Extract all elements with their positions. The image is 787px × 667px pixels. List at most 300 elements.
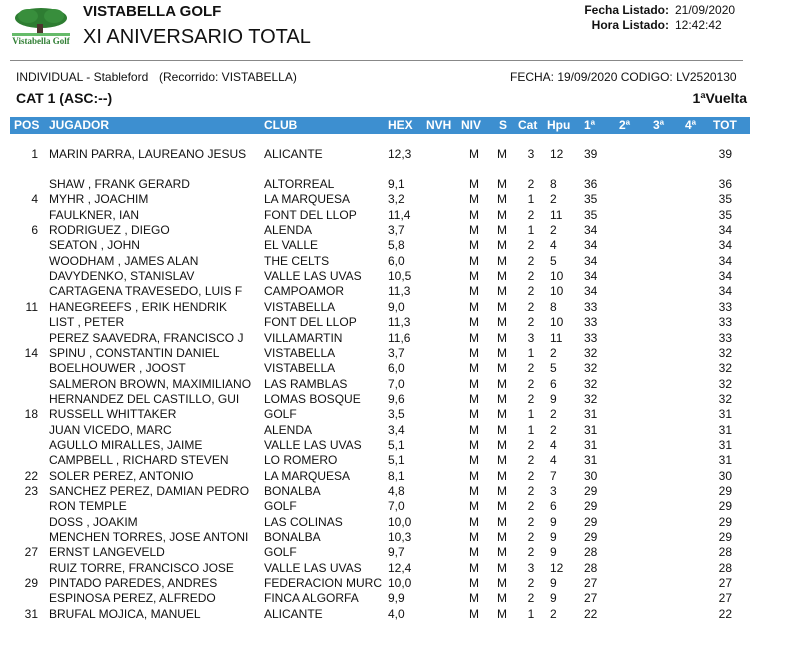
cell-jugador: HANEGREEFS , ERIK HENDRIK (49, 299, 228, 314)
cell-r1: 34 (584, 223, 598, 238)
cell-s: M (497, 606, 507, 621)
cell-jugador: LIST , PETER (49, 315, 125, 330)
cell-club: ALICANTE (264, 147, 323, 161)
cell-s: M (497, 284, 507, 299)
cell-r1: 34 (584, 269, 598, 284)
round-label: 1ªVuelta (692, 90, 747, 106)
cell-jugador: JUAN VICEDO, MARC (49, 422, 172, 437)
cell-club: LA MARQUESA (264, 468, 351, 483)
cell-cat: 2 (527, 545, 535, 560)
table-row (0, 484, 787, 499)
cell-club: VISTABELLA (264, 361, 336, 376)
cell-pos: 4 (31, 192, 38, 207)
cell-tot: 31 (718, 407, 732, 422)
col-pos: POS (14, 118, 40, 132)
cell-s: M (497, 345, 507, 360)
cell-niv: M (469, 468, 479, 483)
cell-jugador: MARIN PARRA, LAUREANO JESUS (49, 147, 247, 161)
cell-club: VALLE LAS UVAS (264, 269, 362, 284)
cell-jugador: HERNANDEZ DEL CASTILLO, GUI (49, 391, 240, 406)
cell-club: THE CELTS (264, 253, 330, 268)
cell-s: M (497, 361, 507, 376)
cell-cat: 1 (527, 407, 535, 422)
cell-club: VISTABELLA (264, 345, 336, 360)
col-cat: Cat (518, 118, 538, 132)
club-name: VISTABELLA GOLF (83, 3, 222, 20)
cell-r1: 31 (584, 422, 598, 437)
cell-pos: 22 (24, 468, 38, 483)
cell-cat: 2 (527, 284, 535, 299)
cell-r1: 31 (584, 407, 598, 422)
cell-niv: M (469, 530, 479, 545)
cell-club: LO ROMERO (264, 453, 338, 468)
table-row (0, 177, 787, 192)
cell-jugador: ERNST LANGEVELD (49, 545, 165, 560)
cell-cat: 3 (527, 147, 535, 161)
table-row (0, 453, 787, 468)
cell-cat: 3 (527, 560, 535, 575)
cell-niv: M (469, 560, 479, 575)
cell-cat: 2 (527, 576, 535, 591)
table-row (0, 284, 787, 299)
cell-tot: 31 (718, 437, 732, 452)
cell-tot: 27 (718, 576, 732, 591)
cell-hex: 3,2 (388, 192, 405, 207)
cell-niv: M (469, 345, 479, 360)
cell-jugador: WOODHAM , JAMES ALAN (49, 253, 199, 268)
cell-club: GOLF (264, 407, 297, 422)
cell-cat: 2 (527, 177, 535, 191)
cell-club: EL VALLE (264, 238, 319, 253)
col-niv: NIV (461, 118, 482, 132)
cell-cat: 2 (527, 514, 535, 529)
cell-tot: 32 (718, 361, 732, 376)
cell-tot: 39 (718, 147, 732, 161)
table-row (0, 361, 787, 376)
cell-jugador: SEATON , JOHN (49, 238, 140, 253)
cell-jugador: PEREZ SAAVEDRA, FRANCISCO J (49, 330, 244, 345)
header-divider (10, 60, 743, 61)
cell-r1: 32 (584, 361, 598, 376)
event-title: XI ANIVERSARIO TOTAL (83, 26, 311, 48)
recorrido: (Recorrido: VISTABELLA) (159, 70, 297, 84)
cell-r1: 28 (584, 560, 598, 575)
cell-pos: 18 (24, 407, 38, 422)
cell-s: M (497, 376, 507, 391)
cell-pos: 6 (31, 223, 38, 238)
cell-cat: 2 (527, 315, 535, 330)
cell-hex: 3,5 (388, 407, 405, 422)
table-row (0, 469, 787, 484)
cell-hpu: 2 (550, 422, 557, 437)
cell-s: M (497, 499, 507, 514)
table-row (0, 530, 787, 545)
cell-hex: 8,1 (388, 468, 405, 483)
cell-jugador: BOELHOUWER , JOOST (49, 361, 186, 376)
cell-pos: 27 (24, 545, 38, 560)
col-s: S (499, 118, 508, 132)
table-row (0, 423, 787, 438)
cell-hpu: 7 (550, 468, 557, 483)
cell-tot: 34 (718, 223, 732, 238)
cell-tot: 29 (718, 530, 732, 545)
cell-hex: 11,3 (388, 315, 411, 330)
table-row (0, 238, 787, 253)
cell-pos: 23 (24, 484, 38, 498)
cell-r1: 32 (584, 345, 598, 360)
cell-hpu: 5 (550, 361, 557, 376)
cell-tot: 35 (718, 192, 732, 207)
cell-hpu: 2 (550, 192, 557, 207)
cell-jugador: BRUFAL MOJICA, MANUEL (49, 606, 201, 621)
cell-hpu: 10 (550, 269, 564, 284)
cell-niv: M (469, 499, 479, 514)
table-row (0, 223, 787, 238)
cell-r1: 32 (584, 391, 598, 406)
table-row (0, 315, 787, 330)
cell-jugador: SALMERON BROWN, MAXIMILIANO (49, 376, 252, 391)
cell-hex: 10,3 (388, 530, 412, 545)
cell-tot: 32 (718, 345, 732, 360)
club-logo (10, 4, 72, 48)
cell-tot: 30 (718, 468, 732, 483)
cell-r1: 28 (584, 545, 598, 560)
table-row (0, 515, 787, 530)
cell-cat: 2 (527, 499, 535, 514)
table-row (0, 545, 787, 560)
cell-cat: 1 (527, 192, 535, 207)
cell-cat: 2 (527, 269, 535, 284)
cell-cat: 2 (527, 299, 535, 314)
cell-hex: 9,6 (388, 391, 405, 406)
cell-niv: M (469, 223, 479, 238)
col-r3: 3ª (653, 118, 665, 132)
col-r2: 2ª (619, 118, 631, 132)
cell-s: M (497, 530, 507, 545)
cell-r1: 39 (584, 147, 598, 161)
table-row (0, 392, 787, 407)
cell-jugador: FAULKNER, IAN (49, 207, 140, 222)
cell-r1: 33 (584, 315, 598, 330)
cell-hex: 4,0 (388, 606, 405, 621)
cell-hex: 4,8 (388, 484, 405, 498)
table-row (0, 208, 787, 223)
cell-niv: M (469, 315, 479, 330)
cell-jugador: DAVYDENKO, STANISLAV (49, 269, 195, 284)
cell-club: LA MARQUESA (264, 192, 351, 207)
cell-hex: 11,3 (388, 284, 411, 299)
cell-s: M (497, 147, 507, 161)
cell-hpu: 9 (550, 391, 557, 406)
cell-hpu: 4 (550, 437, 557, 452)
cell-jugador: RUIZ TORRE, FRANCISCO JOSE (49, 560, 234, 575)
table-row (0, 607, 787, 622)
cell-s: M (497, 407, 507, 422)
cell-s: M (497, 192, 507, 207)
cell-cat: 2 (527, 484, 535, 498)
cell-s: M (497, 545, 507, 560)
cell-hpu: 9 (550, 591, 557, 606)
cell-hpu: 8 (550, 299, 557, 314)
cell-s: M (497, 514, 507, 529)
cell-jugador: CAMPBELL , RICHARD STEVEN (49, 453, 229, 468)
cell-cat: 2 (527, 453, 535, 468)
cell-hpu: 12 (550, 147, 564, 161)
cell-r1: 35 (584, 207, 598, 222)
cell-niv: M (469, 192, 479, 207)
cell-tot: 33 (718, 299, 732, 314)
cell-hpu: 11 (550, 207, 563, 222)
cell-hex: 6,0 (388, 253, 405, 268)
cell-tot: 29 (718, 499, 732, 514)
cell-s: M (497, 560, 507, 575)
cell-hex: 11,4 (388, 207, 411, 222)
table-row (0, 192, 787, 207)
cell-niv: M (469, 147, 479, 161)
cell-r1: 36 (584, 177, 598, 191)
cell-r1: 29 (584, 499, 598, 514)
cell-club: CAMPOAMOR (264, 284, 345, 299)
table-row (0, 561, 787, 576)
hora-listado-label: Hora Listado: (591, 18, 669, 32)
cell-cat: 2 (527, 361, 535, 376)
cell-hex: 5,8 (388, 238, 405, 253)
table-row (0, 377, 787, 392)
cell-niv: M (469, 269, 479, 284)
cell-niv: M (469, 591, 479, 606)
table-row (0, 331, 787, 346)
col-jugador: JUGADOR (49, 118, 110, 132)
cell-s: M (497, 223, 507, 238)
cell-niv: M (469, 576, 479, 591)
cell-niv: M (469, 484, 479, 498)
table-row (0, 576, 787, 591)
cell-hpu: 2 (550, 223, 557, 238)
cell-hex: 11,6 (388, 330, 411, 345)
cell-hpu: 10 (550, 284, 564, 299)
cell-niv: M (469, 207, 479, 222)
cell-club: LAS RAMBLAS (264, 376, 348, 391)
cell-cat: 2 (527, 591, 535, 606)
cell-r1: 34 (584, 253, 598, 268)
table-row (0, 346, 787, 361)
cell-club: LAS COLINAS (264, 514, 343, 529)
cell-tot: 28 (718, 560, 732, 575)
cell-hex: 9,7 (388, 545, 405, 560)
cell-tot: 34 (718, 284, 732, 299)
cell-r1: 33 (584, 330, 598, 345)
cell-s: M (497, 422, 507, 437)
cell-cat: 3 (527, 330, 535, 345)
cell-jugador: SOLER PEREZ, ANTONIO (49, 468, 194, 483)
hora-listado-value: 12:42:42 (675, 18, 722, 32)
cell-hpu: 9 (550, 576, 557, 591)
col-nvh: NVH (426, 118, 452, 132)
cell-hex: 10,5 (388, 269, 412, 284)
cell-hex: 6,0 (388, 361, 405, 376)
cell-tot: 34 (718, 269, 732, 284)
cell-hpu: 9 (550, 545, 557, 560)
cell-s: M (497, 576, 507, 591)
cell-s: M (497, 591, 507, 606)
cell-pos: 31 (24, 606, 38, 621)
cell-hex: 9,9 (388, 591, 405, 606)
cell-s: M (497, 330, 507, 345)
cell-s: M (497, 315, 507, 330)
cell-jugador: RUSSELL WHITTAKER (49, 407, 177, 422)
cell-niv: M (469, 514, 479, 529)
cell-cat: 1 (527, 345, 535, 360)
cell-pos: 14 (24, 345, 38, 360)
cell-club: BONALBA (264, 484, 321, 498)
cell-s: M (497, 453, 507, 468)
cell-jugador: RON TEMPLE (49, 499, 127, 514)
cell-r1: 29 (584, 484, 598, 498)
cell-club: VISTABELLA (264, 299, 336, 314)
cell-r1: 31 (584, 453, 598, 468)
cell-club: ALTORREAL (264, 177, 335, 191)
cell-niv: M (469, 253, 479, 268)
cell-jugador: CARTAGENA TRAVESEDO, LUIS F (49, 284, 243, 299)
cell-hex: 12,4 (388, 560, 412, 575)
col-r1: 1ª (584, 118, 596, 132)
cell-s: M (497, 484, 507, 498)
cell-club: ALICANTE (264, 606, 323, 621)
cell-hpu: 2 (550, 606, 557, 621)
cell-hex: 3,7 (388, 345, 405, 360)
cell-club: FONT DEL LLOP (264, 315, 357, 330)
cell-club: FONT DEL LLOP (264, 207, 357, 222)
cell-s: M (497, 269, 507, 284)
cell-club: BONALBA (264, 530, 321, 545)
cell-hpu: 4 (550, 238, 557, 253)
cell-cat: 2 (527, 207, 535, 222)
cell-tot: 33 (718, 315, 732, 330)
col-hpu: Hpu (547, 118, 571, 132)
cell-cat: 1 (527, 223, 535, 238)
cell-r1: 34 (584, 284, 598, 299)
table-header (10, 117, 750, 134)
cell-r1: 31 (584, 437, 598, 452)
cell-pos: 1 (31, 147, 38, 161)
col-club: CLUB (264, 118, 298, 132)
cell-tot: 33 (718, 330, 732, 345)
cell-jugador: PINTADO PAREDES, ANDRES (49, 576, 218, 591)
cell-tot: 31 (718, 453, 732, 468)
cell-jugador: SANCHEZ PEREZ, DAMIAN PEDRO (49, 484, 250, 498)
cell-club: ALENDA (264, 422, 313, 437)
logo-text: Vistabella Golf (12, 36, 70, 46)
cell-hex: 12,3 (388, 147, 412, 161)
cell-s: M (497, 238, 507, 253)
cell-jugador: MENCHEN TORRES, JOSE ANTONI (49, 530, 249, 545)
cell-cat: 2 (527, 468, 535, 483)
cell-tot: 34 (718, 253, 732, 268)
modalidad: INDIVIDUAL - Stableford (16, 70, 149, 84)
cell-r1: 34 (584, 238, 598, 253)
table-row (0, 499, 787, 514)
cell-r1: 33 (584, 299, 598, 314)
cell-tot: 31 (718, 422, 732, 437)
cell-hpu: 2 (550, 345, 557, 360)
table-row (0, 300, 787, 315)
cell-tot: 35 (718, 207, 732, 222)
col-tot: TOT (713, 118, 737, 132)
cell-club: LOMAS BOSQUE (264, 391, 361, 406)
table-row (0, 591, 787, 606)
cell-hex: 9,1 (388, 177, 405, 191)
cell-cat: 1 (527, 422, 535, 437)
cell-r1: 35 (584, 192, 598, 207)
cell-jugador: DOSS , JOAKIM (49, 514, 138, 529)
cell-hex: 3,7 (388, 223, 405, 238)
table-row (0, 269, 787, 284)
cell-jugador: SHAW , FRANK GERARD (49, 177, 190, 191)
table-row (0, 438, 787, 453)
cell-hex: 7,0 (388, 499, 405, 514)
cell-cat: 2 (527, 376, 535, 391)
cell-hpu: 9 (550, 530, 557, 545)
cell-hpu: 6 (550, 376, 557, 391)
cell-s: M (497, 391, 507, 406)
cell-hpu: 9 (550, 514, 557, 529)
cell-hpu: 12 (550, 560, 564, 575)
cell-club: FINCA ALGORFA (264, 591, 359, 606)
cell-hex: 10,0 (388, 514, 412, 529)
cell-tot: 27 (718, 591, 732, 606)
cell-hex: 9,0 (388, 299, 405, 314)
cell-jugador: RODRIGUEZ , DIEGO (49, 223, 170, 238)
cell-tot: 32 (718, 391, 732, 406)
cell-s: M (497, 207, 507, 222)
category-title: CAT 1 (ASC:--) (16, 90, 113, 106)
cell-niv: M (469, 606, 479, 621)
cell-pos: 11 (25, 299, 38, 314)
cell-r1: 32 (584, 376, 598, 391)
cell-niv: M (469, 376, 479, 391)
cell-hpu: 10 (550, 315, 564, 330)
cell-hex: 5,1 (388, 437, 405, 452)
cell-niv: M (469, 391, 479, 406)
cell-s: M (497, 177, 507, 191)
cell-pos: 29 (24, 576, 38, 591)
cell-niv: M (469, 330, 479, 345)
cell-niv: M (469, 453, 479, 468)
cell-hpu: 2 (550, 407, 557, 422)
cell-r1: 27 (584, 591, 598, 606)
cell-jugador: AGULLO MIRALLES, JAIME (49, 437, 203, 452)
cell-jugador: MYHR , JOACHIM (49, 192, 149, 207)
cell-tot: 32 (718, 376, 732, 391)
cell-niv: M (469, 284, 479, 299)
cell-tot: 29 (718, 514, 732, 529)
cell-jugador: SPINU , CONSTANTIN DANIEL (49, 345, 220, 360)
cell-cat: 2 (527, 530, 535, 545)
cell-club: VILLAMARTIN (264, 330, 343, 345)
cell-niv: M (469, 299, 479, 314)
cell-jugador: ESPINOSA PEREZ, ALFREDO (49, 591, 216, 606)
cell-cat: 2 (527, 238, 535, 253)
cell-niv: M (469, 422, 479, 437)
cell-s: M (497, 253, 507, 268)
cell-cat: 2 (527, 253, 535, 268)
table-row (0, 407, 787, 422)
cell-cat: 1 (527, 606, 535, 621)
cell-tot: 34 (718, 238, 732, 253)
cell-niv: M (469, 238, 479, 253)
cell-club: VALLE LAS UVAS (264, 437, 362, 452)
col-r4: 4ª (685, 118, 697, 132)
